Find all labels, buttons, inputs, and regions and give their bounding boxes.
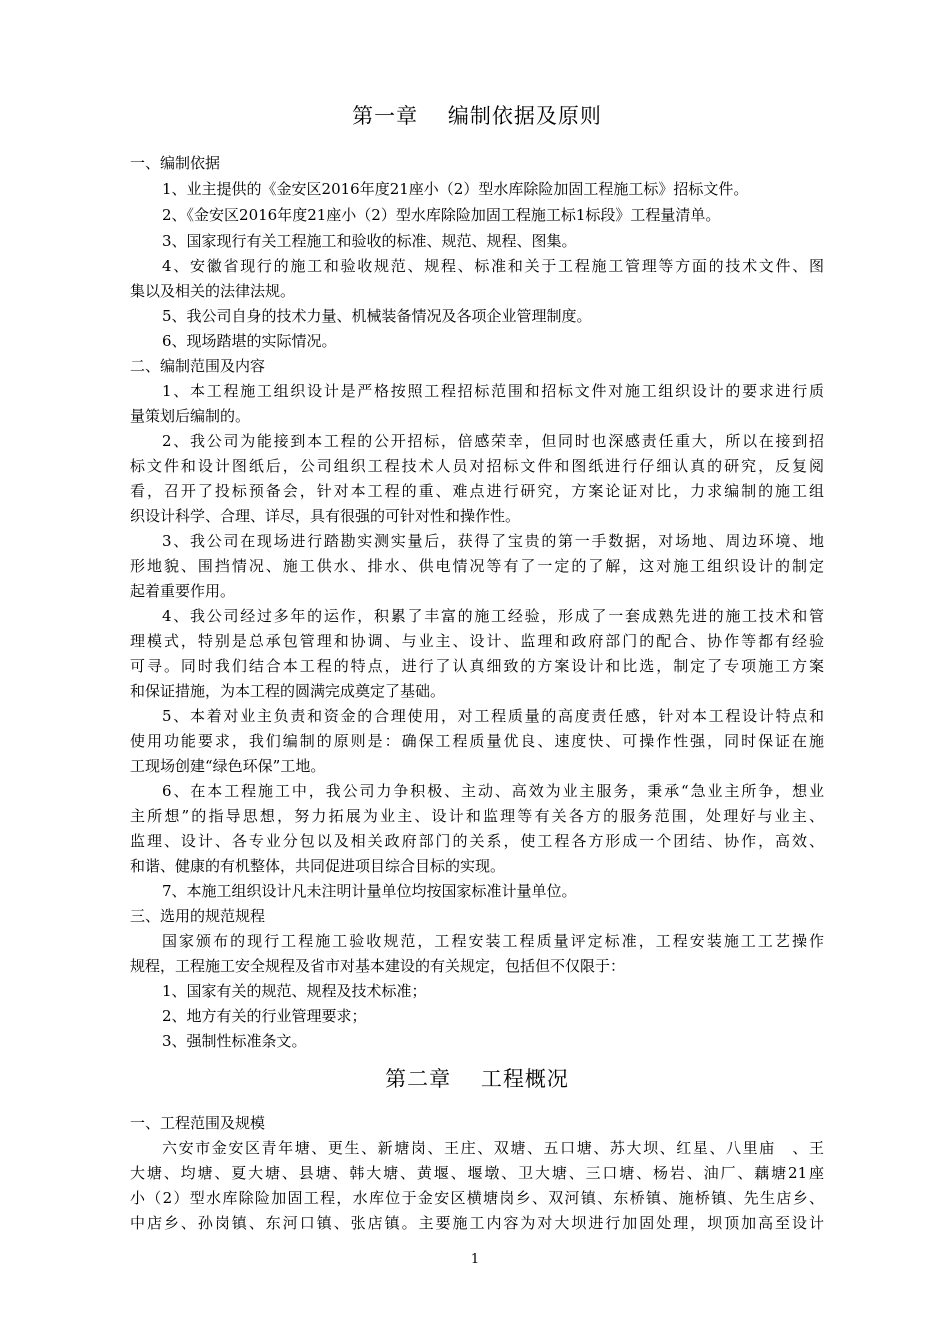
paragraph-line: 6、在本工程施工中，我公司力争积极、主动、高效为业主服务，秉承“急业主所争，想业 [162,782,824,800]
paragraph-line: 看，召开了投标预备会，针对本工程的重、难点进行研究，方案论证对比，力求编制的施工组 [130,482,824,500]
paragraph-line: 监理、设计、各专业分包以及相关政府部门的关系，使工程各方形成一个团结、协作，高效、 [130,832,824,850]
paragraph-line: 2、我公司为能接到本工程的公开招标，倍感荣幸，但同时也深感责任重大，所以在接到招 [162,432,824,450]
paragraph-line: 起着重要作用。 [130,582,236,600]
list-item: 2、《金安区2016年度21座小（2）型水库除险加固工程施工标1标段》工程量清单。 [162,206,721,224]
paragraph-line: 织设计科学、合理、详尽，具有很强的可针对性和操作性。 [130,507,521,525]
paragraph-line: 和保证措施，为本工程的圆满完成奠定了基础。 [130,682,446,700]
paragraph-line: 可寻。同时我们结合本工程的特点，进行了认真细致的方案设计和比选，制定了专项施工方案 [130,657,824,675]
paragraph-line: 3、我公司在现场进行踏勘实测实量后，获得了宝贵的第一手数据，对场地、周边环境、地 [162,532,824,550]
paragraph-line: 主所想”的指导思想，努力拓展为业主、设计和监理等有关各方的服务范围，处理好与业主、 [130,807,824,825]
section-heading: 一、工程范围及规模 [130,1114,266,1132]
chapter2-title: 第二章 工程概况 [385,1067,569,1091]
paragraph-line: 量策划后编制的。 [130,407,251,425]
page-number: 1 [470,1252,480,1267]
paragraph-line: 形地貌、围挡情况、施工供水、排水、供电情况等有了一定的了解，这对施工组织设计的制定 [130,557,824,575]
paragraph-line: 工现场创建“绿色环保”工地。 [130,757,326,775]
list-item: 3、强制性标准条文。 [162,1032,307,1050]
paragraph-line: 大塘、均塘、夏大塘、县塘、韩大塘、黄堰、堰墩、卫大塘、三口塘、杨岩、油厂、藕塘21座 [130,1164,824,1182]
paragraph-line: 国家颁布的现行工程施工验收规范，工程安装工程质量评定标准，工程安装施工工艺操作 [162,932,824,950]
paragraph-line: 规程，工程施工安全规程及省市对基本建设的有关规定，包括但不仅限于： [130,957,626,975]
section-heading: 一、编制依据 [130,154,221,172]
list-item: 1、业主提供的《金安区2016年度21座小（2）型水库除险加固工程施工标》招标文件。 [162,180,749,198]
paragraph-line: 理模式，特别是总承包管理和协调、与业主、设计、监理和政府部门的配合、协作等都有经验 [130,632,824,650]
paragraph-line: 和谐、健康的有机整体，共同促进项目综合目标的实现。 [130,857,506,875]
paragraph-line: 集以及相关的法律法规。 [130,282,296,300]
paragraph-line: 1、本工程施工组织设计是严格按照工程招标范围和招标文件对施工组织设计的要求进行质 [162,382,824,400]
paragraph-line: 使用功能要求，我们编制的原则是：确保工程质量优良、速度快、可操作性强，同时保证在施 [130,732,824,750]
paragraph-line: 4、安徽省现行的施工和验收规范、规程、标准和关于工程施工管理等方面的技术文件、图 [162,257,824,275]
list-item: 2、地方有关的行业管理要求； [162,1007,367,1025]
paragraph-line: 六安市金安区青年塘、更生、新塘岗、王庄、双塘、五口塘、苏大坝、红星、八里庙 、王 [162,1139,824,1157]
paragraph-line: 中店乡、孙岗镇、东河口镇、张店镇。主要施工内容为对大坝进行加固处理，坝顶加高至设计 [130,1214,824,1232]
section-heading: 二、编制范围及内容 [130,357,266,375]
list-item: 1、国家有关的规范、规程及技术标准； [162,982,427,1000]
section-heading: 三、选用的规范规程 [130,907,266,925]
paragraph-line: 标文件和设计图纸后，公司组织工程技术人员对招标文件和图纸进行仔细认真的研究，反复阅 [130,457,824,475]
paragraph-line: 7、本施工组织设计凡未注明计量单位均按国家标准计量单位。 [162,882,577,900]
list-item: 6、现场踏堪的实际情况。 [162,332,337,350]
list-item: 3、国家现行有关工程施工和验收的标准、规范、规程、图集。 [162,232,577,250]
paragraph-line: 小（2）型水库除险加固工程，水库位于金安区横塘岗乡、双河镇、东桥镇、施桥镇、先生店乡、 [130,1189,824,1207]
paragraph-line: 4、我公司经过多年的运作，积累了丰富的施工经验，形成了一套成熟先进的施工技术和管 [162,607,824,625]
list-item: 5、我公司自身的技术力量、机械装备情况及各项企业管理制度。 [162,307,592,325]
chapter1-title: 第一章 编制依据及原则 [352,104,602,128]
paragraph-line: 5、本着对业主负责和资金的合理使用，对工程质量的高度责任感，针对本工程设计特点和 [162,707,824,725]
